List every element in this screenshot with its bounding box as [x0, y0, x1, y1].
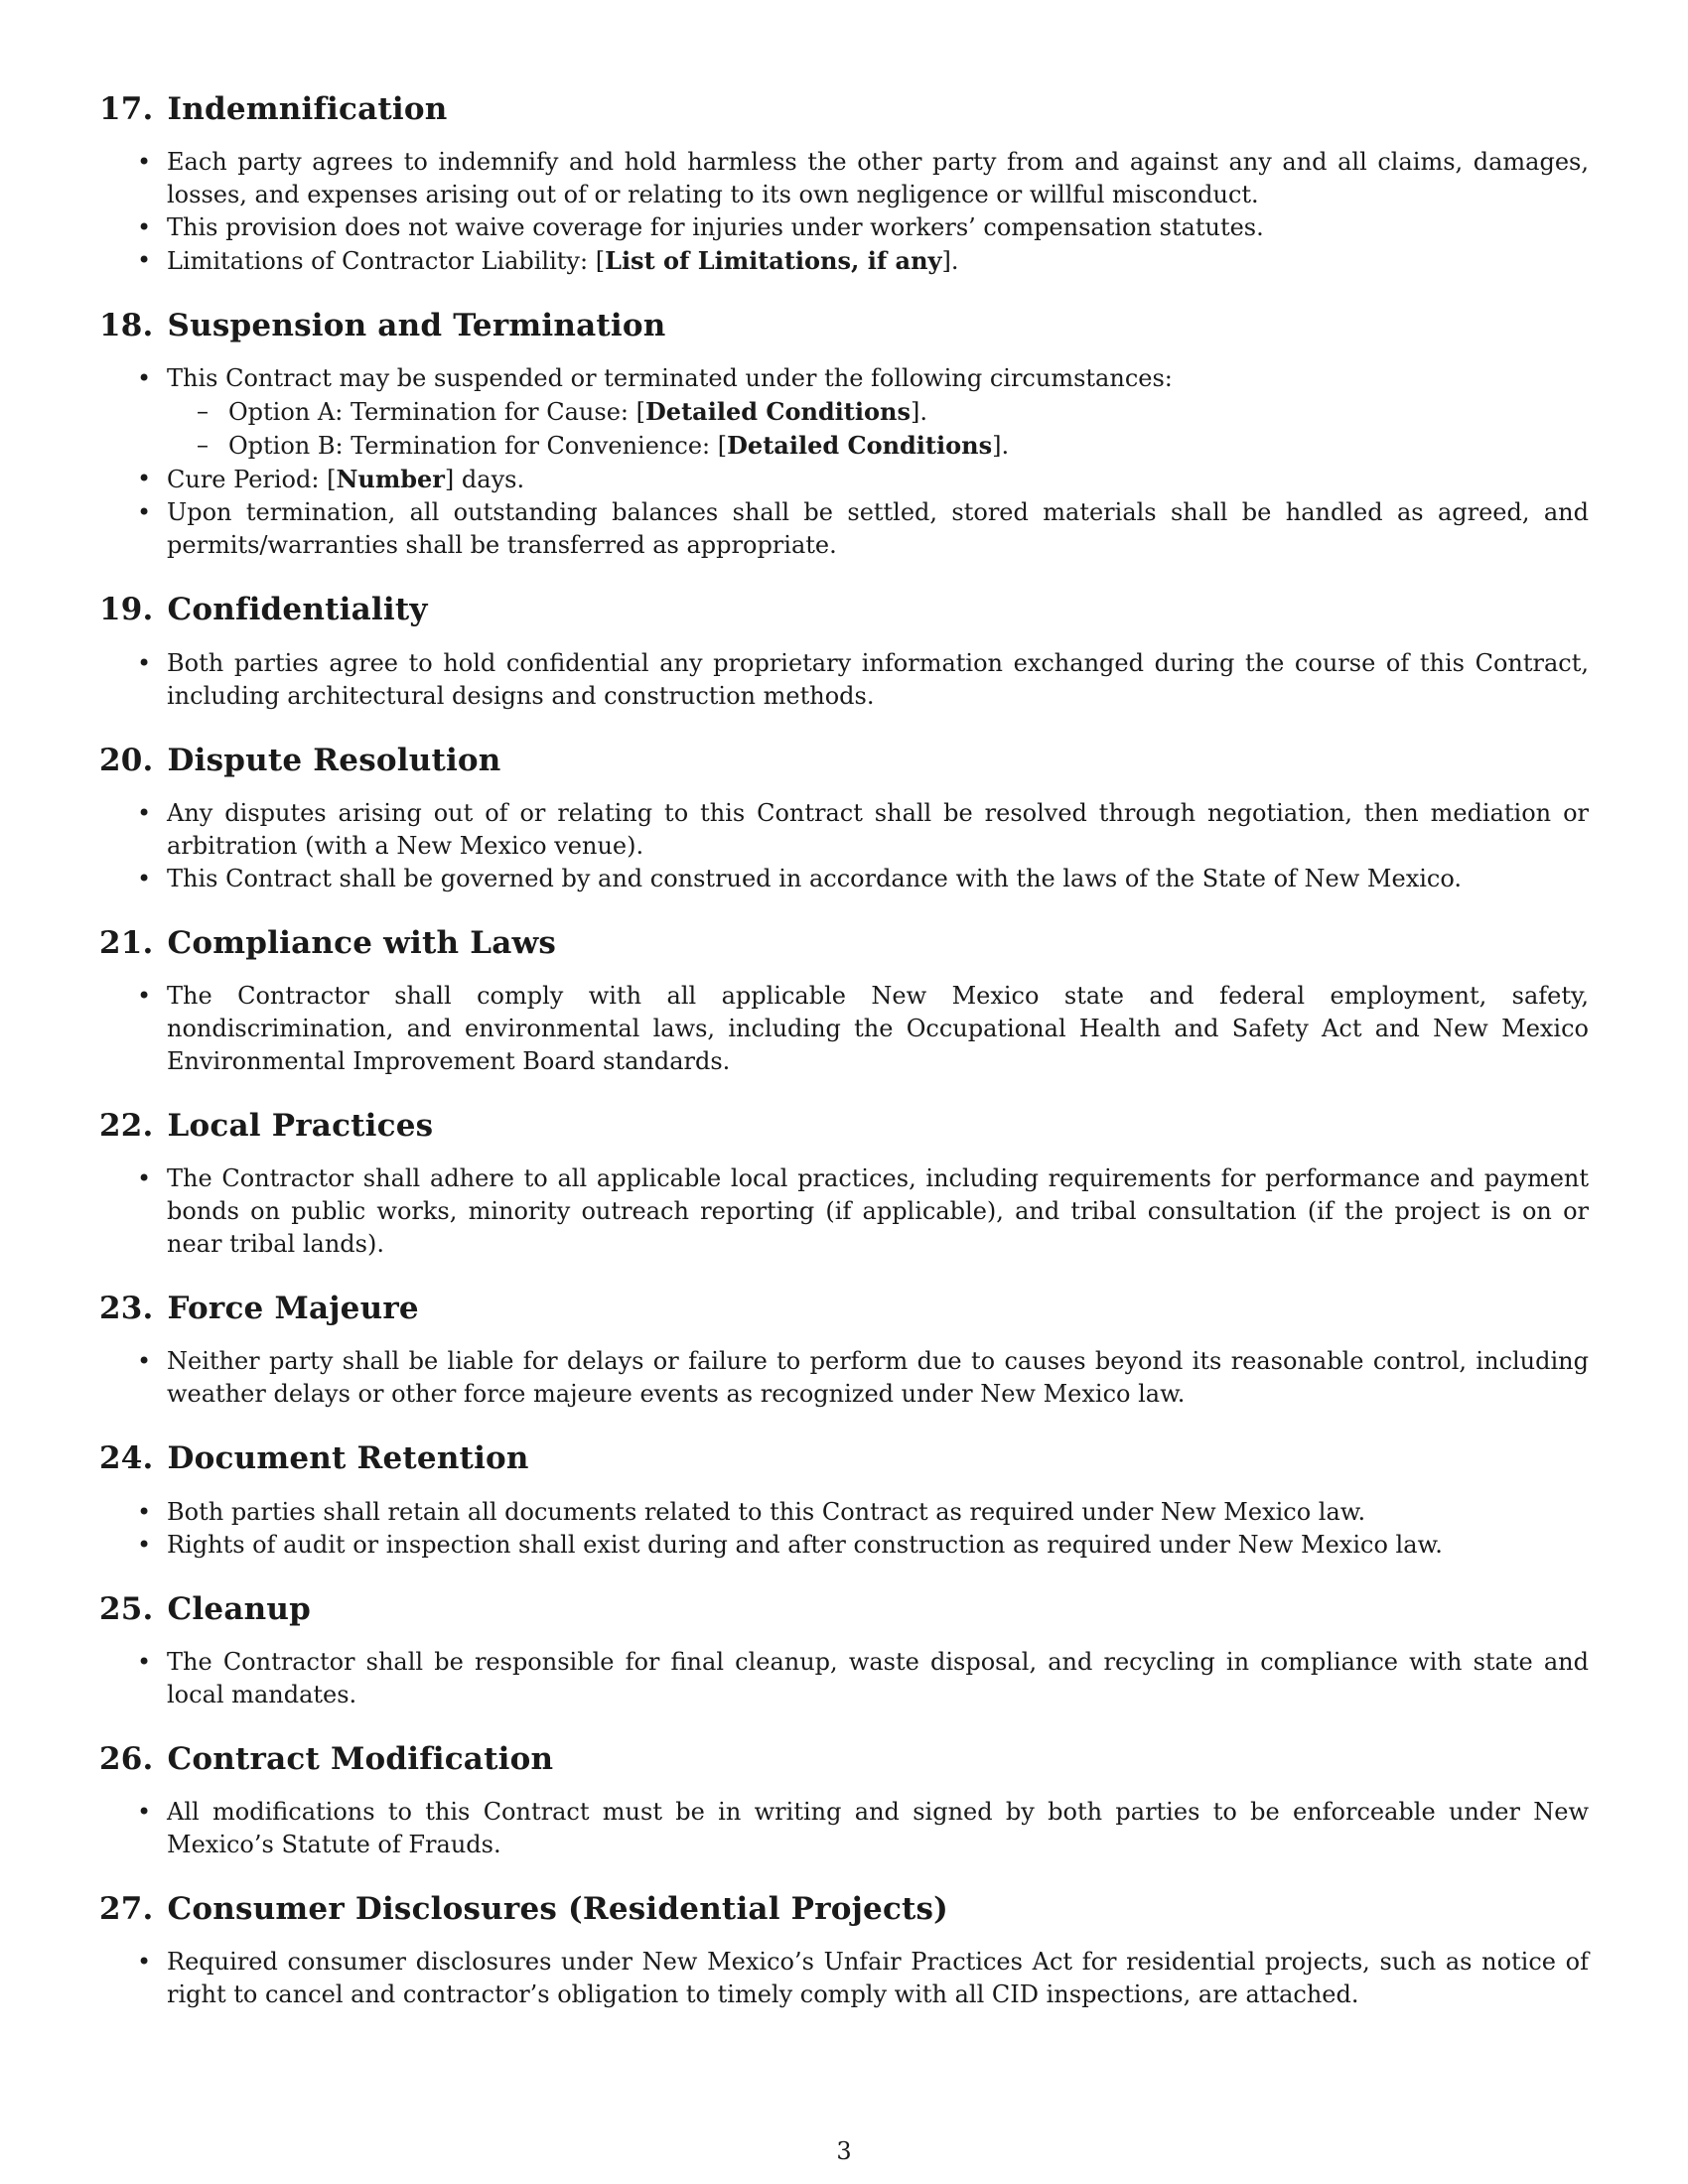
section-title: Compliance with Laws — [167, 924, 557, 961]
document-page — [99, 91, 1589, 2041]
bullet-text: ] days. — [444, 466, 525, 494]
list-item — [99, 146, 1589, 211]
bullet-text: The Contractor shall comply with all applicable New Mexico state and federal employment, safety, nondiscrimination, and environmental laws, including the Occupational Health and Safety Act and New Mexico Environmental Improvement Board standards. — [167, 981, 1589, 1075]
list-item — [99, 863, 1589, 895]
bullet-list — [99, 647, 1589, 713]
section-heading — [99, 1291, 1589, 1327]
list-item — [99, 1345, 1589, 1411]
section-heading — [99, 308, 1589, 344]
section-number: 24. — [99, 1440, 154, 1477]
sub-list-item — [167, 429, 1589, 463]
section-heading — [99, 91, 1589, 128]
list-item — [99, 1529, 1589, 1562]
section-title: Suspension and Termination — [167, 308, 666, 344]
section-title: Indemnification — [167, 91, 448, 127]
bullet-text: Option A: Termination for Cause: [ — [228, 398, 645, 427]
section-heading — [99, 1741, 1589, 1778]
list-item — [99, 980, 1589, 1078]
section-heading — [99, 1440, 1589, 1477]
list-item — [99, 1162, 1589, 1261]
section-heading — [99, 1108, 1589, 1145]
section-27 — [99, 1891, 1589, 2011]
bullet-text: Both parties shall retain all documents related to this Contract as required under New Mexico law. — [167, 1497, 1366, 1526]
bullet-list — [99, 797, 1589, 895]
list-item — [99, 1646, 1589, 1711]
list-item — [99, 496, 1589, 562]
page-number: 3 — [836, 2137, 852, 2165]
bullet-text: Any disputes arising out of or relating to this Contract shall be resolved through negotiation, then mediation or arbitration (with a New Mexico venue). — [167, 798, 1589, 860]
section-number: 21. — [99, 924, 154, 961]
list-item — [99, 1796, 1589, 1861]
list-item — [99, 463, 1589, 496]
section-25 — [99, 1591, 1589, 1711]
sub-list-item — [167, 395, 1589, 429]
section-number: 23. — [99, 1291, 154, 1327]
section-title: Dispute Resolution — [167, 742, 501, 778]
section-number: 26. — [99, 1740, 154, 1777]
section-number: 22. — [99, 1107, 154, 1144]
bullet-text: ]. — [992, 432, 1010, 461]
bullet-list — [99, 146, 1589, 278]
bullet-list — [99, 1946, 1589, 2011]
section-number: 27. — [99, 1890, 154, 1927]
section-title: Cleanup — [167, 1590, 311, 1627]
list-item — [99, 647, 1589, 713]
section-26 — [99, 1741, 1589, 1861]
bullet-text: The Contractor shall be responsible for final cleanup, waste disposal, and recycling in compliance with state and local mandates. — [167, 1647, 1589, 1708]
section-24 — [99, 1440, 1589, 1561]
bullet-text: Rights of audit or inspection shall exist during and after construction as required under New Mexico law. — [167, 1530, 1443, 1559]
bullet-text: ]. — [910, 398, 927, 427]
bullet-text: This provision does not waive coverage for injuries under workers’ compensation statutes. — [167, 213, 1264, 242]
placeholder-field: Number — [336, 465, 445, 494]
bullet-list — [99, 1345, 1589, 1411]
section-18 — [99, 308, 1589, 562]
section-22 — [99, 1108, 1589, 1261]
bullet-text: This Contract may be suspended or terminated under the following circumstances: — [167, 364, 1173, 393]
bullet-text: ]. — [941, 247, 959, 276]
bullet-list — [99, 1496, 1589, 1562]
section-20 — [99, 743, 1589, 895]
section-number: 25. — [99, 1590, 154, 1627]
list-item — [99, 244, 1589, 278]
list-item — [99, 211, 1589, 244]
sub-list — [167, 395, 1589, 463]
list-item — [99, 1496, 1589, 1529]
bullet-text: Option B: Termination for Convenience: [ — [228, 432, 728, 461]
bullet-text: Both parties agree to hold confidential any proprietary information exchanged during the course of this Contract, including architectural designs and construction methods. — [167, 648, 1589, 710]
section-title: Confidentiality — [167, 592, 428, 628]
placeholder-field: Detailed Conditions — [727, 431, 993, 461]
section-number: 20. — [99, 742, 154, 778]
bullet-text: All modifications to this Contract must be in writing and signed by both parties to be enforceable under New Mexico’s Statute of Frauds. — [167, 1797, 1589, 1858]
bullet-text: Required consumer disclosures under New Mexico’s Unfair Practices Act for residential projects, such as notice of right to cancel and contractor’s obligation to timely comply with all CID inspections, are attached. — [167, 1948, 1589, 2009]
section-heading — [99, 592, 1589, 628]
section-number: 18. — [99, 308, 154, 344]
section-heading — [99, 925, 1589, 962]
bullet-text: Each party agrees to indemnify and hold harmless the other party from and against any and all claims, damages, losses, and expenses arising out of or relating to its own negligence or willful misconduct. — [167, 148, 1589, 209]
bullet-text: Neither party shall be liable for delays or failure to perform due to causes beyond its reasonable control, including weather delays or other force majeure events as recognized under New Mexico law. — [167, 1347, 1589, 1409]
section-heading — [99, 743, 1589, 779]
section-title: Force Majeure — [167, 1291, 419, 1327]
placeholder-field: List of Limitations, if any — [605, 246, 942, 276]
bullet-text: Upon termination, all outstanding balances shall be settled, stored materials shall be handled as agreed, and permits/warranties shall be transferred as appropriate. — [167, 498, 1589, 560]
list-item — [99, 1946, 1589, 2011]
section-title: Contract Modification — [167, 1740, 554, 1777]
section-title: Document Retention — [167, 1440, 529, 1477]
list-item — [99, 362, 1589, 463]
section-title: Consumer Disclosures (Residential Projects) — [167, 1890, 949, 1927]
section-23 — [99, 1291, 1589, 1411]
bullet-list — [99, 362, 1589, 562]
bullet-list — [99, 980, 1589, 1078]
section-21 — [99, 925, 1589, 1078]
section-number: 17. — [99, 91, 154, 127]
section-title: Local Practices — [167, 1107, 434, 1144]
bullet-text: The Contractor shall adhere to all applicable local practices, including requirements for performance and payment bonds on public works, minority outreach reporting (if applicable), and tribal consultation (if the project is on or near tribal lands). — [167, 1164, 1589, 1259]
bullet-list — [99, 1796, 1589, 1861]
list-item — [99, 797, 1589, 863]
bullet-text: Limitations of Contractor Liability: [ — [167, 247, 606, 276]
section-19 — [99, 592, 1589, 712]
bullet-text: Cure Period: [ — [167, 466, 337, 494]
bullet-list — [99, 1162, 1589, 1261]
section-number: 19. — [99, 592, 154, 628]
bullet-text: This Contract shall be governed by and construed in accordance with the laws of the State of New Mexico. — [167, 864, 1463, 892]
section-heading — [99, 1591, 1589, 1628]
bullet-list — [99, 1646, 1589, 1711]
section-heading — [99, 1891, 1589, 1928]
section-17 — [99, 91, 1589, 278]
placeholder-field: Detailed Conditions — [644, 397, 911, 427]
